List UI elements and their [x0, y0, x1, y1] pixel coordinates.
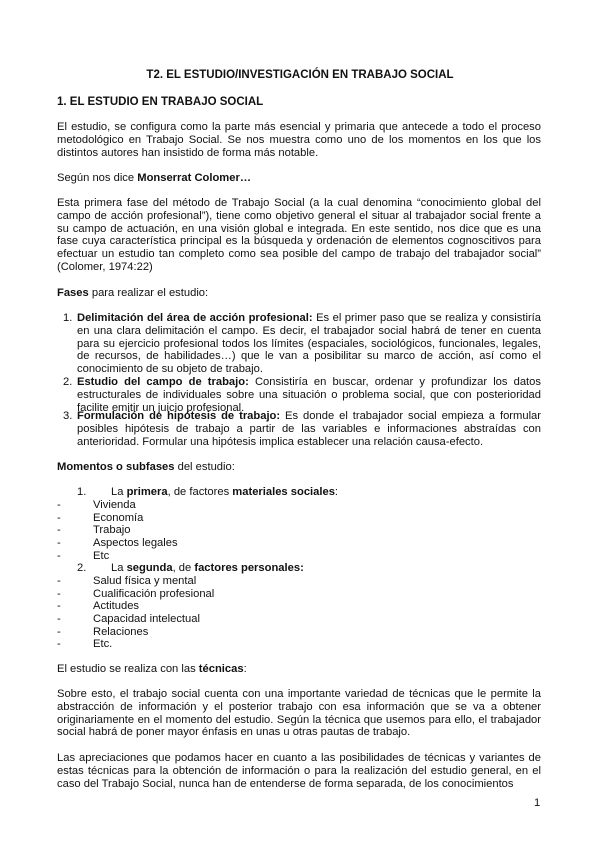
segun-author: Monserrat Colomer…: [137, 172, 252, 184]
momento-text: La: [111, 486, 127, 498]
list-item: [57, 499, 136, 512]
momentos-rest: del estudio:: [174, 461, 235, 473]
list-item: [57, 512, 143, 525]
list-item: [57, 626, 148, 639]
list-item: [57, 575, 196, 588]
fase-item: [63, 376, 541, 414]
section-heading: 1. EL ESTUDIO EN TRABAJO SOCIAL: [57, 96, 264, 108]
momento-text: :: [334, 486, 339, 498]
paragraph-apreciaciones: Las apreciaciones que podamos hacer en cuanto a las posibilidades de técnicas y variantes de estas técnicas para la obtención de información o para la realización del estudio general, en el caso del Trabajo Social, nunca han de entenderse de forma separada, de los conocimientos: [57, 752, 541, 790]
list-item-text: Cualificación profesional: [93, 588, 215, 600]
tecnicas-text: :: [243, 663, 247, 675]
fases-rest: para realizar el estudio:: [88, 287, 209, 299]
momento-bold: segunda: [126, 562, 173, 574]
list-item-text: Capacidad intelectual: [93, 613, 200, 625]
fase-number: 3.: [63, 410, 73, 422]
momento-bold: factores personales:: [194, 562, 304, 574]
colomer-quote: Esta primera fase del método de Trabajo Social (a la cual denomina “conocimiento global del campo de acción profesional”), tiene como objetivo general el situar al trabajador social frente a su campo de actuación, en una visión global e integrada. En este sentido, nos dice que es una fase cuya característica principal es la búsqueda y ordenación de elementos cognoscitivos para efectuar un estudio tan completo como sea posible del campo de trabajo del trabajador social” (Colomer, 1974:22): [57, 197, 541, 273]
momento-text: La: [111, 562, 127, 574]
dash: -: [57, 550, 61, 562]
dash: -: [57, 524, 61, 536]
list-item-text: Vivienda: [93, 499, 136, 511]
momentos-heading: [57, 461, 541, 474]
momento-bold: materiales sociales: [232, 486, 335, 498]
momento-number: 1.: [77, 486, 87, 498]
intro-paragraph: El estudio, se configura como la parte más esencial y primaria que antecede a todo el proceso metodológico en Trabajo Social. Se nos muestra como uno de los momentos en los que los distintos autores han insistido de forma más notable.: [57, 121, 541, 159]
tecnicas-bold: técnicas: [198, 663, 244, 675]
dash: -: [57, 512, 61, 524]
list-item-text: Salud física y mental: [93, 575, 197, 587]
list-item-text: Relaciones: [93, 626, 149, 638]
tecnicas-text: El estudio se realiza con las: [57, 663, 199, 675]
dash: -: [57, 588, 61, 600]
fase-text: Consistiría en buscar, ordenar y profundizar los datos estructurales de individuales sobre una situación o problema social, que con posterioridad facilite emitir un juicio profesional.: [77, 376, 541, 414]
momento-bold: primera: [126, 486, 168, 498]
list-item: [57, 524, 131, 537]
fase-item: [63, 410, 541, 448]
list-item: [57, 638, 112, 651]
fase-text: Es el primer paso que se realiza y consistiría en una clara delimitación el campo. Es decir, el trabajador social habrá de tener en cuenta para su ejercicio profesional todos los límites (espaciales, sociológicos, funcionales, legales, de recursos, de habilidades…) que le van a posibilitar su marco de acción, así como el conocimiento de su objeto de trabajo.: [77, 312, 542, 376]
momento-number: 2.: [77, 562, 87, 574]
fase-title: Estudio del campo de trabajo:: [77, 376, 249, 388]
fases-bold: Fases: [57, 287, 89, 299]
list-item-text: Etc: [93, 550, 110, 562]
momento-text: , de factores: [167, 486, 233, 498]
momentos-bold: Momentos o subfases: [57, 461, 175, 473]
list-item: [57, 588, 214, 601]
dash: -: [57, 499, 61, 511]
fase-title: Formulación de hipótesis de trabajo:: [77, 410, 281, 422]
list-item-text: Economía: [93, 512, 144, 524]
tecnicas-line: [57, 663, 541, 676]
list-item-text: Actitudes: [93, 600, 140, 612]
momento-item: [57, 486, 338, 499]
dash: -: [57, 575, 61, 587]
page-number: 1: [534, 797, 541, 809]
list-item: [57, 550, 109, 563]
segun-line: [57, 172, 541, 185]
fase-item: [63, 312, 542, 376]
dash: -: [57, 537, 61, 549]
document-title: T2. EL ESTUDIO/INVESTIGACIÓN EN TRABAJO SOCIAL: [146, 69, 454, 81]
dash: -: [57, 626, 61, 638]
list-item-text: Trabajo: [93, 524, 131, 536]
list-item: [57, 600, 139, 613]
momento-item: [57, 562, 304, 575]
segun-prefix: Según nos dice: [57, 172, 135, 184]
list-item: [57, 613, 200, 626]
fase-title: Delimitación del área de acción profesional:: [77, 312, 313, 324]
fase-number: 1.: [63, 312, 73, 324]
fase-text: Es donde el trabajador social empieza a formular posibles hipótesis de trabajo a partir de las variables e informaciones abstraídas con anterioridad. Formular una hipótesis implica establecer una relación causa-efecto.: [77, 410, 541, 448]
dash: -: [57, 613, 61, 625]
list-item-text: Etc.: [93, 638, 113, 650]
list-item: [57, 537, 178, 550]
dash: -: [57, 638, 61, 650]
list-item-text: Aspectos legales: [93, 537, 178, 549]
fase-number: 2.: [63, 376, 73, 388]
paragraph-tecnicas: Sobre esto, el trabajo social cuenta con una importante variedad de técnicas que le permite la abstracción de información y el posterior trabajo con esa información que se va a obtener originariamente en el momento del estudio. Según la técnica que usemos para ello, el trabajador social habrá de poner mayor énfasis en unas u otras pautas de trabajo.: [57, 688, 541, 739]
dash: -: [57, 600, 61, 612]
fases-heading: [57, 287, 541, 300]
momento-text: , de: [172, 562, 195, 574]
